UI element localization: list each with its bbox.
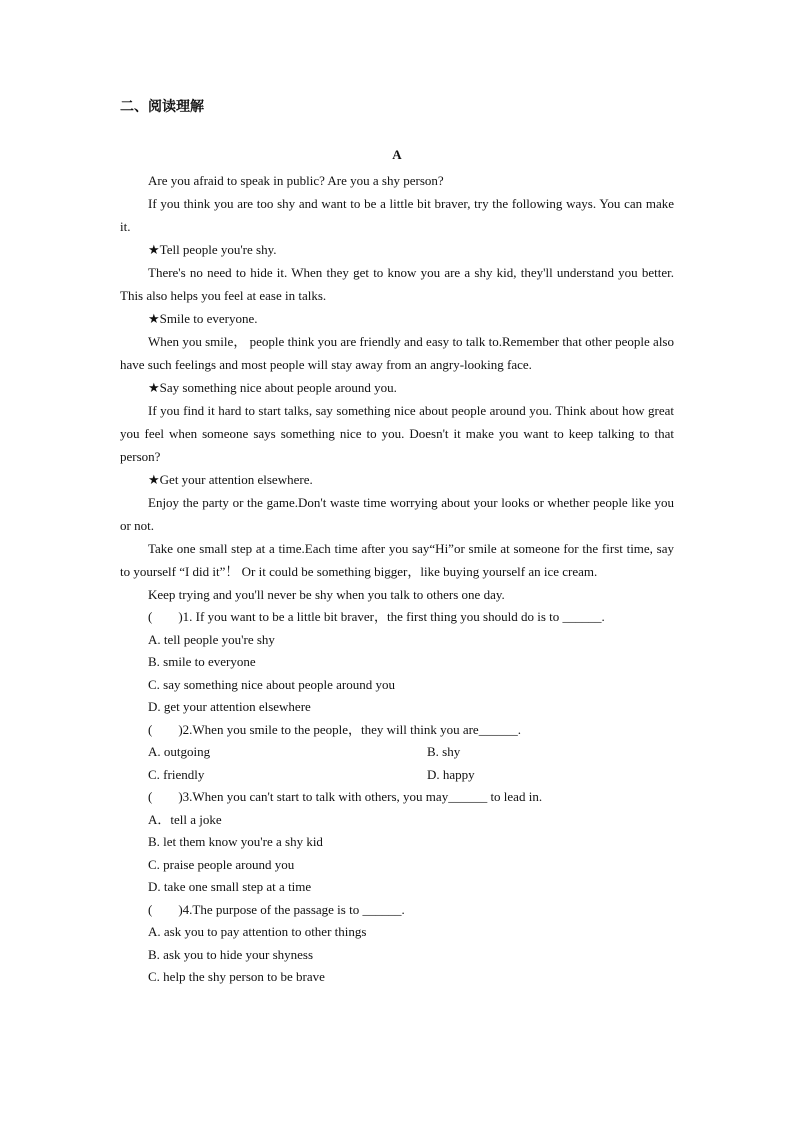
question-2-options-row-2 [120, 764, 674, 787]
question-2-option-a: A. outgoing [148, 744, 211, 759]
question-3-option-c: C. praise people around you [148, 856, 295, 872]
question-2-option-b: B. shy [427, 744, 461, 759]
passage-paragraph: There's no need to hide it. When they get to know you are a shy kid, they'll understand you better. This also helps you feel at ease in talks. [120, 265, 674, 303]
question-4-option-b: B. ask you to hide your shyness [148, 946, 314, 962]
question-2-options-row-1 [120, 741, 674, 764]
passage-paragraph: Take one small step at a time.Each time after you say“Hi”or smile at someone for the first time, say to yourself “I did it”！ Or it could be something bigger，like buying yourself an ice cream. [120, 541, 674, 579]
question-1-option-a: A. tell people you're shy [148, 631, 275, 647]
passage-paragraph: When you smile， people think you are friendly and easy to talk to.Remember that other people also have such feelings and most people will stay away from an angry-looking face. [120, 334, 674, 372]
question-4-stem: ( )4.The purpose of the passage is to ______. [148, 901, 405, 917]
passage-paragraph: Keep trying and you'll never be shy when you talk to others one day. [148, 587, 505, 602]
question-1-stem: ( )1. If you want to be a little bit braver，the first thing you should do is to ______. [148, 609, 605, 624]
passage-title: A [392, 147, 402, 162]
tip-heading: ★Smile to everyone. [148, 311, 258, 326]
passage-paragraph: Enjoy the party or the game.Don't waste time worrying about your looks or whether people like you or not. [120, 495, 674, 533]
question-4-option-c: C. help the shy person to be brave [148, 969, 325, 984]
tip-heading: ★Say something nice about people around you. [148, 380, 397, 395]
tip-heading: ★Get your attention elsewhere. [148, 472, 313, 487]
question-4-option-a: A. ask you to pay attention to other things [148, 924, 367, 939]
passage-paragraph: If you find it hard to start talks, say something nice about people around you. Think about how great you feel when someone says something nice to you. Doesn't it make you want to keep talking to that person? [120, 403, 674, 464]
tip-heading: ★Tell people you're shy. [148, 242, 277, 257]
question-1-option-d: D. get your attention elsewhere [148, 699, 311, 714]
question-2-stem: ( )2.When you smile to the people，they will think you are______. [148, 721, 521, 737]
question-3-option-d: D. take one small step at a time [148, 879, 312, 894]
question-3-option-b: B. let them know you're a shy kid [148, 834, 323, 849]
document-page [120, 96, 674, 989]
question-1-option-c: C. say something nice about people around you [148, 676, 395, 692]
question-2-option-c: C. friendly [148, 766, 205, 782]
section-title: 二、阅读理解 [120, 99, 204, 115]
passage-paragraph: Are you afraid to speak in public? Are you a shy person? [148, 173, 444, 188]
question-3-option-a: A．tell a joke [148, 811, 222, 827]
passage-paragraph: If you think you are too shy and want to be a little bit braver, try the following ways. You can make it. [120, 196, 674, 234]
question-3-stem: ( )3.When you can't start to talk with others, you may______ to lead in. [148, 789, 543, 804]
question-1-option-b: B. smile to everyone [148, 654, 256, 669]
question-2-option-d: D. happy [427, 766, 475, 782]
